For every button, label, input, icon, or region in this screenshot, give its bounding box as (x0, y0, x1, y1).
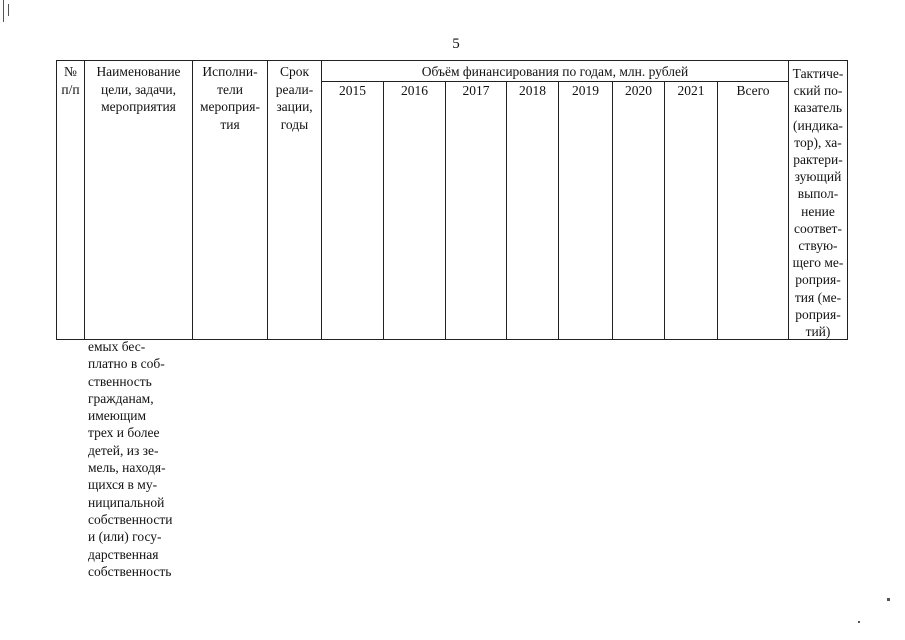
funding-table (56, 60, 848, 340)
header-year-2021: 2021 (677, 83, 705, 98)
col-divider (321, 61, 322, 339)
header-indicator: Тактиче- ский по- казатель (индика- тор), ха- рактери- зующий выпол- нение соответ- ствую- щего ме- роприя- тия (ме- роприя- тий) (792, 66, 844, 340)
col-divider (383, 81, 384, 339)
col-divider (664, 81, 665, 339)
col-divider (506, 81, 507, 339)
header-year-2018: 2018 (519, 83, 546, 98)
header-num: № п/п (61, 64, 80, 97)
header-funding: Объём финансирования по годам, млн. рублей (421, 64, 689, 79)
col-divider (558, 81, 559, 339)
continuation-text: емых бес- платно в соб- ственность гражданам, имеющим трех и более детей, из зе- мель, находя- щихся в му- ниципальной собственности и (или) госу- дарственная собственность (88, 339, 173, 579)
header-name: Наименование цели, задачи, мероприятия (96, 64, 181, 114)
page-number: 5 (452, 36, 460, 52)
header-year-2019: 2019 (572, 83, 599, 98)
col-divider (445, 81, 446, 339)
scan-mark (3, 0, 4, 22)
header-year-2017: 2017 (462, 83, 490, 98)
header-executors: Исполни- тели мероприя- тия (200, 64, 260, 132)
scan-mark (8, 4, 9, 16)
scan-mark (887, 598, 890, 601)
scan-mark (858, 621, 860, 623)
col-divider (717, 81, 718, 339)
header-year-2015: 2015 (339, 83, 366, 98)
header-year-2020: 2020 (625, 83, 652, 98)
header-total: Всего (736, 83, 770, 98)
header-term: Срок реали- зации, годы (275, 64, 314, 132)
header-year-2016: 2016 (401, 83, 428, 98)
col-divider (612, 81, 613, 339)
